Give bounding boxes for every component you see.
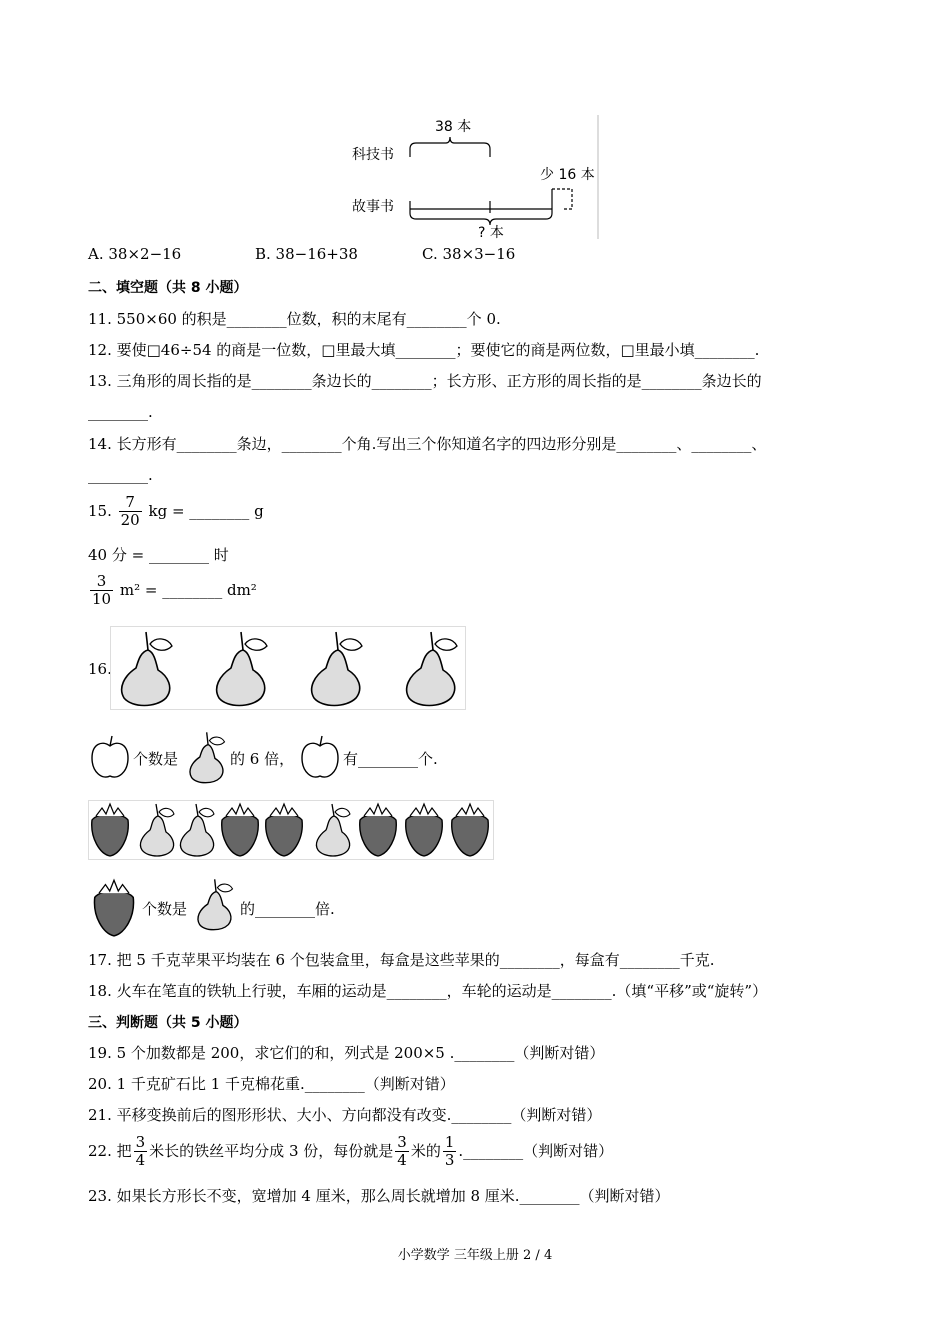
strawberry-icon [406, 804, 443, 856]
strawberry-icon [266, 804, 303, 856]
question-14-line2: ________. [88, 466, 153, 484]
pear-icon [312, 632, 362, 706]
pear-icon [316, 804, 350, 856]
question-13-line2: ________. [88, 403, 153, 421]
question-20: 20. 1 千克矿石比 1 千克棉花重.________（判断对错） [88, 1075, 455, 1093]
question-15-line2: 40 分 = ________ 时 [88, 546, 229, 564]
diagram-question: ? 本 [478, 225, 504, 241]
strawberry-icon [360, 804, 397, 856]
pear-icon [190, 872, 238, 936]
bar-diagram [350, 113, 602, 241]
strawberry-pear-row [88, 800, 494, 860]
question-13-line1: 13. 三角形的周长指的是________条边长的________；长方形、正方形的周长指的是________条边长的 [88, 372, 762, 390]
pear-icon [407, 632, 457, 706]
question-16-number: 16. [88, 660, 112, 678]
fraction-3-10: $\frac{3}{10}$ [92, 572, 112, 609]
q16-text1c: 有________个. [343, 750, 438, 768]
q16-text1b: 的 6 倍， [230, 750, 295, 768]
question-14-line1: 14. 长方形有________条边，________个角.写出三个你知道名字的四边形分别是________、________、 [88, 435, 767, 453]
diagram-row1: 科技书 [352, 147, 394, 163]
pear-icon [217, 632, 267, 706]
question-11: 11. 550×60 的积是________位数，积的末尾有________个 0. [88, 310, 501, 328]
q16-text2b: 的________倍. [240, 900, 335, 918]
option-b: B. 38−16+38 [255, 245, 358, 263]
strawberry-icon [88, 876, 140, 938]
question-19: 19. 5 个加数都是 200，求它们的和，列式是 200×5 .________（判断对错） [88, 1044, 605, 1062]
pear-icon [180, 804, 214, 856]
diagram-top-label: 38 本 [435, 119, 472, 135]
strawberry-icon [92, 804, 129, 856]
question-17: 17. 把 5 千克苹果平均装在 6 个包装盒里，每盒是这些苹果的________，每盒有________千克. [88, 951, 715, 969]
diagram-row2: 故事书 [352, 199, 394, 215]
question-22: 22. 把 $\frac{3}{4}$ 米长的铁丝平均分成 3 份，每份就是 $\frac{3}{4}$ 米的 $\frac{1}{3}$ .________（判断对错） [88, 1133, 614, 1170]
question-23: 23. 如果长方形长不变，宽增加 4 厘米，那么周长就增加 8 厘米.________（判断对错） [88, 1187, 670, 1205]
question-18: 18. 火车在笔直的铁轨上行驶，车厢的运动是________，车轮的运动是________.（填“平移”或“旋转”） [88, 982, 768, 1000]
diagram-less-label: 少 16 本 [540, 167, 595, 183]
strawberry-icon [222, 804, 259, 856]
section-fill-blank-heading: 二、填空题（共 8 小题） [88, 280, 248, 296]
pear-icon [182, 726, 230, 788]
question-15-line1: 15. $\frac{7}{20}$ kg = ________ g [88, 493, 264, 530]
fraction-7-20: $\frac{7}{20}$ [120, 493, 140, 530]
question-12: 12. 要使□46÷54 的商是一位数，□里最大填________；要使它的商是两位数，□里最小填________. [88, 341, 760, 359]
pear-row [110, 626, 466, 710]
pear-icon [122, 632, 172, 706]
question-15-line3: $\frac{3}{10}$ m² = ________ dm² [92, 572, 257, 609]
apple-icon [88, 730, 132, 782]
apple-icon [298, 730, 342, 782]
pear-icon [140, 804, 174, 856]
strawberry-icon [452, 804, 489, 856]
page-footer: 小学数学 三年级上册 2 / 4 [397, 1248, 553, 1263]
section-judgement-heading: 三、判断题（共 5 小题） [88, 1015, 248, 1031]
question-21: 21. 平移变换前后的图形形状、大小、方向都没有改变.________（判断对错） [88, 1106, 602, 1124]
option-c: C. 38×3−16 [422, 245, 516, 263]
q16-text1a: 个数是 [133, 750, 179, 768]
q16-text2a: 个数是 [142, 900, 188, 918]
option-a: A. 38×2−16 [88, 245, 182, 263]
